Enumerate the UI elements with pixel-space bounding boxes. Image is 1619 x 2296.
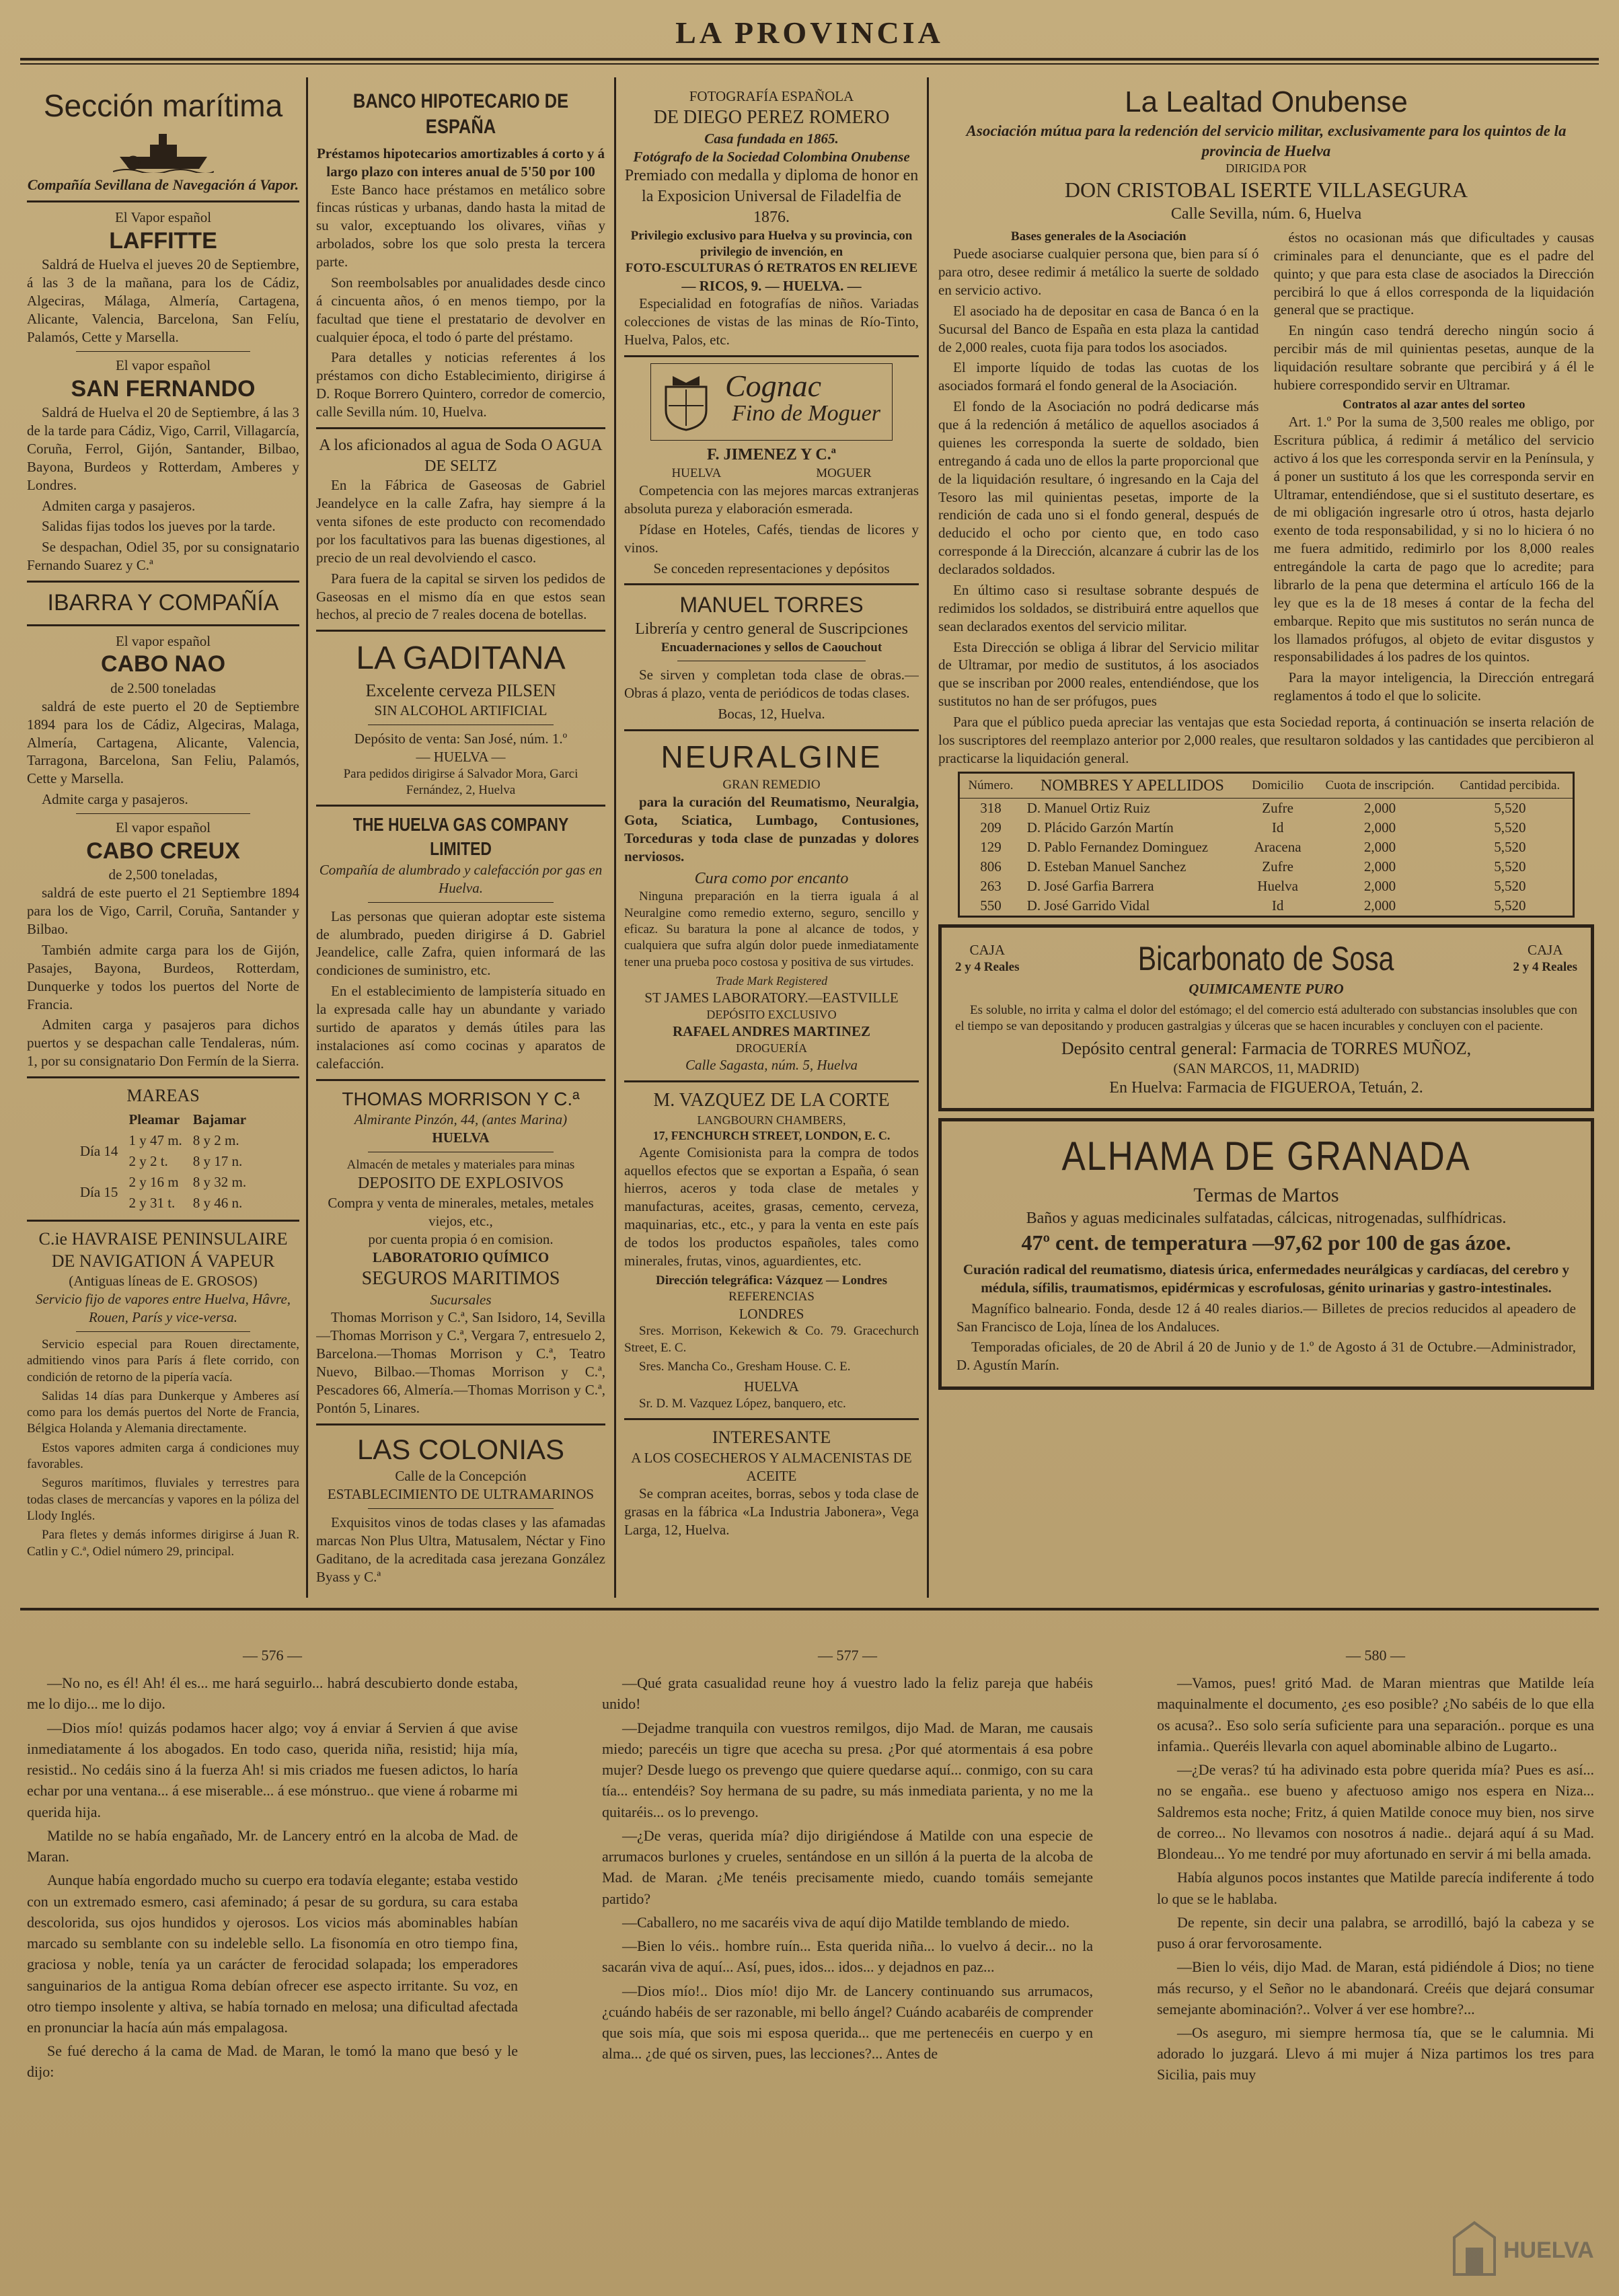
table-header: Domicilio [1243,772,1312,799]
ad-title: THE HUELVA GAS COMPANY LIMITED [352,814,569,860]
ship-name: SAN FERNANDO [71,375,256,402]
ship-text: Salidas fijas todos los jueves por la tarde. [42,518,276,535]
ad-text: Depósito central general: Farmacia de TORRES MUÑOZ, [1061,1039,1472,1059]
ad-text: Compra y venta de minerales, metales, metales viejos, etc., [328,1195,594,1230]
ad-title: INTERESANTE [712,1428,831,1448]
ship-tonnage: de 2,500 toneladas, [108,866,218,883]
table-cell: Zufre [1262,858,1293,875]
table-cell: 318 [980,800,1002,817]
ship-label: El vapor español [115,357,211,373]
ad-title: F. JIMENEZ Y C.ª [707,446,836,464]
ship-text: saldrá de este puerto el 20 de Septiembre 1894 para los de Cádiz, Algeciras, Malaga, Almería, Cartagena, Alicante, Valencia, Tarragona, Barcelona, San Feliu, Palamós, Cette y Marsella. [27,698,299,787]
ad-title: BANCO HIPOTECARIO DE ESPAÑA [352,90,569,139]
ad-text: Thomas Morrison y C.ª, San Isidoro, 14, Sevilla—Thomas Morrison y C.ª, Vergara 7, entresuelo 2, Barcelona.—Thomas Morrison y C.ª, Teatro Nuevo, Bilbao.—Thomas Morrison y C.ª, Pescadores 66, Almería.—Thomas Morrison y C.ª, Pontón 5, Linares. [316,1309,605,1416]
tides-cell: 2 y 16 m [128,1174,179,1190]
novel-page-577 [602,1645,1093,2264]
ad-subtitle: Cura como por encanto [694,869,849,887]
table-cell: 5,520 [1494,819,1526,836]
column-ads-3 [624,79,919,1586]
table-cell: 129 [980,839,1002,856]
ad-subtitle: Bases generales de la Asociación [1010,229,1187,244]
column-lealtad [938,79,1594,1600]
table-row [959,799,1574,818]
ad-text: Privilegio exclusivo para Huelva y su provincia, con privilegio de invención, en [630,228,913,259]
feuilleton-rule [20,1608,1599,1610]
ad-text: Servicio especial para Rouen directamente, admitiendo vinos para París á flete corrido, con condición de retorno de la pipería vacía. [27,1337,299,1384]
ad-subtitle: Asociación mútua para la redención del servicio militar, exclusivamente para los quintos de la provincia de Huelva [966,122,1567,159]
ad-subtitle: LANGBOURN CHAMBERS, [697,1113,846,1127]
column-separator [306,77,308,1598]
ad-text: Las personas que quieran adoptar este sistema de alumbrado, pueden dirigirse á D. Gabriel Jeandelice, calle Zafra, quien informará de las condiciones de suministro, etc. [316,908,605,979]
price-label: 2 y 4 Reales [1513,959,1577,974]
ship-tonnage: de 2.500 toneladas [110,679,216,696]
ad-subtitle: Almirante Pinzón, 44, (antes Marina) [354,1111,568,1128]
ship-label: El Vapor español [114,209,212,226]
ad-text: Sres. Mancha Co., Gresham House. C. E. [639,1359,851,1374]
ad-text: En la Fábrica de Gaseosas de Gabriel Jeandelyce en la calle Zafra, hay siempre á la venta sifones de este producto con recomendado por los facultativos para las buenas digestiones, al precio de un real devolviendo el casco. [316,477,605,566]
tides-header: Bajamar [192,1111,247,1128]
table-header: NOMBRES Y APELLIDOS [1022,772,1244,799]
ad-text: Trade Mark Registered [715,974,828,988]
column-separator [614,77,616,1598]
ad-text: Estos vapores admiten carga á condiciones muy favorables. [27,1440,299,1472]
novel-paragraph: —Dios mío!.. Dios mío! dijo Mr. de Lancery continuando sus arrumacos, ¿cuándo habéis de ser razonable, mi bello ángel? Cuándo acabaréis de comprender que sois mía, que sois mi esposa querida... que me pertenecéis en cuerpo y en alma... ¿de qué os sirven, pues, las lecciones?... Antes de [602,1982,1093,2063]
novel-paragraph: —¿De veras? tú ha adivinado esta pobre querida mía? Pues es así... no se engaña.. ese bueno y afectuoso amigo nos espera en Niza... Saldremos esta noche; Fritz, á quien Matilde conoce muy bien, nos sirve de correo... No llevamos con nosotros á nadie.. dejará aquí á su Mad. Blondeau... Yo me tendré por muy afortunado en servir á mi bella amada. [1157,1761,1594,1863]
table-cell: 263 [980,877,1002,894]
ad-title: NEURALGINE [661,739,882,775]
tides-cell: 8 y 46 n. [192,1194,243,1211]
ad-subtitle: Contratos al azar antes del sorteo [1343,397,1526,412]
ship-text: Admite carga y pasajeros. [42,791,188,808]
ad-subtitle: Librería y centro general de Suscripciones [635,620,908,638]
novel-page-580 [1157,1645,1594,2264]
ship-label: El vapor español [115,819,211,836]
company-title: C.ie HAVRAISE PENINSULAIRE [38,1228,288,1249]
tides-cell: 1 y 47 m. [128,1132,182,1149]
ad-text: Este Banco hace préstamos en metálico sobre fincas rústicas y urbanas, dando hasta la mitad de su valor, exceptuando los olivares, viñas y arbolados, sobre los que solo presta la tercera parte. [316,181,605,270]
table-header: Número. [959,772,1022,799]
watermark-text: HUELVA [1503,2237,1594,2263]
ad-subtitle: HUELVA [432,1130,490,1146]
ad-text: Son reembolsables por anualidades desde cinco á cincuenta años, ó en menos tiempo, por la facultad que tiene el prestatario de devolver en cualquier época, el todo ó parte del préstamo. [316,274,605,345]
ad-text: para la curación del Reumatismo, Neuralgia, Gota, Sciatica, Lumbago, Contusiones, Torceduras y toda clase de punzadas y dolores nerviosos. [624,794,919,864]
ship-text: Admiten carga y pasajeros para dichos puertos y se despachan calle Tendaleras, núm. 1, por su consignatario Don Fermín de la Sierra. [27,1016,299,1070]
table-row [959,838,1574,857]
ad-text: Para pedidos dirigirse á Salvador Mora, Garci Fernández, 2, Huelva [343,766,578,797]
column-maritime [27,79,299,1586]
bicarb-caja-right [1513,941,1577,975]
ad-text: Calle Sagasta, núm. 5, Huelva [685,1056,858,1073]
ad-subtitle: QUIMICAMENTE PURO [1189,980,1344,997]
ad-text: Premiado con medalla y diploma de honor en la Exposicion Universal de Filadelfia de 1876. [624,167,919,226]
novel-page-576 [27,1645,518,2264]
ad-text: Sres. Morrison, Kekewich & Co. 79. Gracechurch Street, E. C. [624,1324,919,1355]
soldiers-table-body [959,799,1574,916]
ad-text: ST JAMES LABORATORY.—EASTVILLE [644,990,899,1006]
table-header: Cuota de inscripción. [1312,772,1447,799]
ad-title: DE DIEGO PEREZ ROMERO [653,106,890,128]
header-rule-thin [20,63,1599,65]
ad-text: Especialidad en fotografías de niños. Variadas colecciones de vistas de las minas de Río-Tinto, Huelva, Palos, etc. [624,295,919,348]
novel-paragraph: Se fué derecho á la cama de Mad. de Maran, le tomó la mano que besó y le dijo: [27,2042,518,2081]
ad-subtitle: Encuadernaciones y sellos de Caouchout [661,640,882,655]
table-cell: 5,520 [1494,877,1526,894]
ship-text: saldrá de este puerto el 21 Septiembre 1894 para los de Vigo, Carril, Coruña, Santander y Bilbao. [27,885,299,938]
ad-text: Se conceden representaciones y depósitos [653,560,890,577]
ad-text: (SAN MARCOS, 11, MADRID) [1173,1060,1359,1077]
ad-text: Sr. D. M. Vazquez López, banquero, etc. [639,1397,846,1411]
ad-title: DON CRISTOBAL ISERTE VILLASEGURA [1064,178,1468,202]
table-cell: D. Esteban Manuel Sanchez [1026,858,1187,875]
table-row [959,857,1574,877]
table-cell: 5,520 [1494,897,1526,914]
ship-text: Se despachan, Odiel 35, por su consignatario Fernando Suarez y C.ª [27,539,299,574]
ad-text: — RICOS, 9. — HUELVA. — [681,277,862,294]
ad-subtitle: GRAN REMEDIO [722,777,821,792]
ad-text: RAFAEL ANDRES MARTINEZ [672,1023,871,1039]
ad-title: La Lealtad Onubense [1125,85,1408,118]
bicarbonato-ad [938,924,1594,1111]
tides-cell: 8 y 32 m. [192,1174,247,1190]
company-title: DE NAVIGATION Á VAPEUR [51,1251,275,1271]
company-subtitle: Servicio fijo de vapores entre Huelva, Hâvre, Rouen, París y vice-versa. [35,1291,291,1326]
ad-text: DEPOSITO DE EXPLOSIVOS [357,1175,564,1193]
tides-header: Pleamar [128,1111,180,1128]
ad-subtitle: Calle de la Concepción [395,1468,527,1485]
cognac-places [624,466,919,482]
ad-text: En el establecimiento de lampistería situado en la expresada calle hay un abundante y variado surtido de aparatos y demás útiles para las instalaciones así como cocinas y aparatos de calefacción. [316,983,605,1072]
steamship-icon [113,130,214,173]
price-label: 2 y 4 Reales [955,959,1020,974]
ship-text: Admiten carga y pasajeros. [42,497,196,514]
ad-text: Curación radical del reumatismo, diatesis úrica, enfermedades neurálgicas y cardíacas, del cerebro y médula, sífilis, traumatismos, epidérmicas y escrofulosas, génito urinarias y gastro-intestinales. [963,1261,1570,1296]
company-name: Compañía Sevillana de Navegación á Vapor. [27,176,299,193]
caja-label: CAJA [969,942,1006,959]
page-number: — 577 — [818,1647,877,1664]
table-cell: 5,520 [1494,858,1526,875]
novel-paragraph: —No no, es él! Ah! él es... me hará seguirlo... habrá descubierto donde estaba, me lo dijo... me lo dijo. [27,1674,518,1713]
ad-subtitle: SIN ALCOHOL ARTIFICIAL [374,702,548,719]
table-cell: 2,000 [1363,877,1396,894]
lealtad-col-left [938,229,1259,713]
novel-paragraph: De repente, sin decir una palabra, se arrodilló, bajó la cabeza y se puso á orar fervorosamente. [1157,1913,1594,1952]
ad-text: Fotógrafo de la Sociedad Colombina Onubense [633,148,910,165]
novel-paragraph: —Bien lo véis.. hombre ruín... Esta querida niña... lo vuelvo á decir... no la sacarán viva de aquí... Así, pues, idos... idos... y dejadnos en paz... [602,1937,1093,1976]
ad-text: El asociado ha de depositar en casa de Banca ó en la Sucursal del Banco de España en esta plaza la cantidad de 2,000 reales, cuota fija para todos los asociados. [938,302,1259,355]
tides-cell: 2 y 2 t. [128,1153,168,1170]
tides-day: Día 14 [79,1142,118,1159]
ad-text: LABORATORIO QUÍMICO [372,1249,550,1265]
ad-text: FOTO-ESCULTURAS Ó RETRATOS EN RELIEVE [625,261,918,276]
ad-title: ALHAMA DE GRANADA [1061,1134,1471,1179]
ad-text: SEGUROS MARITIMOS [361,1267,560,1289]
ad-title: LAS COLONIAS [356,1433,565,1465]
tides-day: Día 15 [79,1184,118,1201]
ship-name: CABO NAO [100,651,226,677]
table-cell: D. Manuel Ortiz Ruiz [1026,800,1150,817]
newspaper-title: LA PROVINCIA [675,15,944,50]
ad-subtitle: Calle Sevilla, núm. 6, Huelva [1170,205,1362,223]
ad-text: Esta Dirección se obliga á librar del Servicio militar de Ultramar, por medio de sustitutos, á los asociados que se inscriban por 2000 reales, entendiéndose, que los sustitutos no han de ser prófugos, pues [938,638,1259,710]
coat-of-arms-icon [659,373,713,431]
table-cell: Id [1271,897,1284,914]
ad-text: DEPÓSITO EXCLUSIVO [706,1007,837,1021]
ad-text: El importe líquido de todas las cuotas de los asociados formará el fondo general de la Asociación. [938,359,1259,394]
ad-subtitle: A LOS COSECHEROS Y ALMACENISTAS DE ACEITE [631,1449,912,1484]
ad-text: Casa fundada en 1865. [704,130,839,147]
table-cell: D. José Garrido Vidal [1026,897,1150,914]
alhama-ad [938,1118,1594,1390]
novel-paragraph: —Dejadme tranquila con vuestros remilgos, dijo Mad. de Maran, me causais miedo; parecéis un tigre que acecha su presa. ¿Por qué atormentais á esa pobre mujer? Desde luego os prevengo que quiere quedarse aquí... conmigo, con su cara tía... entendéis? Soy hermana de su padre, su más inmediata parienta, y no me la quitaréis... os lo prevengo. [602,1719,1093,1820]
novel-paragraph: Aunque había engordado mucho su cuerpo era todavía elegante; estaba vestido con un extremado esmero, casi afeminado; á pesar de su gordura, su cara estaba descolorida, sus ojos hundidos y ojerosos. Los vicios más abominables habían marcado su semblante con su indeleble sello. La fisonomía en otro tiempo fina, graciosa y noble, tenía ya un carácter de ferocidad solapada; los emperadores sanguinarios de la antigua Roma debían ofrecer ese aspecto irritante. Su voz, en otro tiempo insolente y altiva, se había tornado en melosa; una dificultad afectada en pronunciar la hacía aún más empalagosa. [27,1872,518,2036]
ad-text: Salidas 14 días para Dunkerque y Amberes así como para los demás puertos del Norte de Francia, Bélgica Holanda y Alemania directamente. [27,1388,299,1436]
ad-text: éstos no ocasionan más que dificultades y causas criminales para el denunciante, que es el padre del quinto; y que para esta clase de asociados la Dirección percibirá lo que á ellos corresponda de la liquidación general que se practique. [1273,229,1594,318]
table-cell: 5,520 [1494,839,1526,856]
ad-text: Dirección telegráfica: Vázquez — Londres [655,1273,888,1288]
company-title: IBARRA Y COMPAÑÍA [47,590,279,616]
ad-text: Magnífico balneario. Fonda, desde 12 á 40 reales diarios.— Billetes de precios reducidos al apeadero de San Francisco de Loja, línea de los Andaluces. [956,1300,1576,1335]
novel-paragraph: —Bien lo véis, dijo Mad. de Maran, está pidiéndole á Dios; no tiene más recurso, y el Señor no le abandonará. Creéis que dejará consumar semejante abominación?.. Volver á ver ese hombre?... [1157,1958,1594,2017]
ship-label: El vapor español [115,632,211,649]
ad-subtitle: Préstamos hipotecarios amortizables á corto y á largo plazo con interes anual de 5'50 por 100 [316,145,605,180]
novel-paragraph: —Caballero, no me sacaréis viva de aquí dijo Matilde temblando de miedo. [622,1913,1070,1931]
ad-text: Art. 1.º Por la suma de 3,500 reales me obligo, por Escritura pública, á redimir á metálico del servicio activo á los que les corresponda servir en la Península, y á poner un sustituto á los que les corresponda servir en Ultramar, entendiéndose, que si el sustituto desertare, es de mi obligación ingresarle otro ú otros, hasta dejarlo exento de toda responsabilidad, y si no lo hiciera ó no me fuera admitido, redimirlo por los 8,000 reales entregándole la carta de pago que lo acredite; para librarlo de la pena que determina el artículo 166 de la ley que es la de 18 meses á contar de la fecha del embarque. Repito que mis sustitutos no serán nunca de los llamados prófugos, al objeto de evitar disgustos y responsabilidades á los padres de los quintos. [1273,414,1594,665]
table-cell: D. Pablo Fernandez Dominguez [1026,839,1209,856]
table-cell: 2,000 [1363,819,1396,836]
ad-text: En último caso si resultase sobrante después de redimidos los soldados, se distribuirá entre aquellos que sean declarados exentos del servicio militar. [938,581,1259,634]
novel-paragraph: Había algunos pocos instantes que Matilde parecía indiferente á todo lo que se le hablaba. [1157,1869,1594,1907]
soldiers-table [958,772,1575,918]
ad-title: M. VAZQUEZ DE LA CORTE [653,1089,890,1111]
ad-text: Para la mayor inteligencia, la Dirección entregará reglamentos á todo el que lo solicite. [1273,669,1594,704]
ad-text: Para fuera de la capital se sirven los pedidos de Gaseosas en el mismo día en que estos sean hechos, al precio de 7 reales docena de botellas. [316,570,605,623]
ad-text: DIRIGIDA POR [1226,161,1307,176]
ad-text: — HUELVA — [416,748,506,765]
ad-text: Almacén de metales y materiales para minas [346,1158,575,1173]
ad-text: Competencia con las mejores marcas extranjeras absoluta pureza y elaboración esmerada. [624,482,919,517]
ad-text: Pídase en Hoteles, Cafés, tiendas de licores y vinos. [624,521,919,556]
cognac-word: Cognac [725,369,822,404]
table-cell: 806 [980,858,1002,875]
table-cell: Huelva [1257,877,1298,894]
table-cell: Id [1271,819,1284,836]
ad-text: Sucursales [430,1291,492,1308]
ad-text: Depósito de venta: San José, núm. 1.º [354,730,568,747]
ship-text: Saldrá de Huelva el 20 de Septiembre, á las 3 de la tarde para Cádiz, Vigo, Carril, Villagarcía, Coruña, Ferrol, Gijón, Santander, Bilbao, Bayona, Burdeos y Rotterdam, Amberes y Londres. [27,404,299,493]
page-number: — 580 — [1346,1647,1405,1664]
cognac-logo [650,363,893,441]
cognac-word: Fino de Moguer [732,401,880,427]
table-header: Cantidad percibida. [1447,772,1573,799]
table-row [959,896,1574,916]
library-watermark [1451,2215,1594,2282]
ad-text: 47º cent. de temperatura —97,62 por 100 de gas ázoe. [1021,1230,1511,1255]
novel-paragraph: —Os aseguro, mi siempre hermosa tía, que se le calumnia. Mi adorado lo juzgará. Llevo á mi mujer á Niza partimos los tres para Sicilia, pais muy [1157,2024,1594,2083]
column-ads-2 [316,79,605,1586]
tides-cell: 8 y 17 n. [192,1153,243,1170]
novel-paragraph: —Qué grata casualidad reune hoy á vuestro lado la feliz pareja que habéis unido! [602,1674,1093,1713]
bicarb-caja-left [955,941,1020,975]
ad-text: LONDRES [739,1306,804,1323]
table-cell: Zufre [1262,800,1293,817]
caja-label: CAJA [1527,942,1563,959]
ad-subtitle: Compañía de alumbrado y calefacción por gas en Huelva. [319,861,603,896]
ad-text: Exquisitos vinos de todas clases y las afamadas marcas Non Plus Ultra, Matusalem, Néctar y Fino Gaditano, de la acreditada casa jerezana González Byass y C.ª [316,1514,605,1585]
ad-subtitle: Excelente cerveza PILSEN [365,680,556,700]
ad-title: A los aficionados al agua de Soda O AGUA DE SELTZ [319,436,603,475]
table-cell: 5,520 [1494,800,1526,817]
ad-text: Es soluble, no irrita y calma el dolor del estómago; el del comercio está adulterado con substancias insolubles que con el tiempo se van depositando y producen gastralgias y úlceras que se hacen incurables y concluyen con el paciente. [955,1002,1577,1033]
place-label: MOGUER [816,466,872,480]
tides-cell: 8 y 2 m. [192,1132,239,1149]
ad-title: LA GADITANA [356,640,566,677]
ship-name: CABO CREUX [86,838,240,864]
section-title: Sección marítima [43,88,283,123]
place-label: HUELVA [671,466,722,480]
table-cell: D. José Garfia Barrera [1026,877,1154,894]
table-cell: 2,000 [1363,800,1396,817]
ad-subtitle: 17, FENCHURCH STREET, LONDON, E. C. [652,1128,891,1142]
ad-text: En ningún caso tendrá derecho ningún socio á percibir más de mil quinientas pesetas, aunque de la liquidación resultare sobrante que percibirá y á él le hubiere correspondido servir en Ultramar. [1273,322,1594,393]
novel-text [602,1672,1093,2064]
ad-text: Puede asociarse cualquier persona que, bien para sí ó para otro, desee redimir á metálico la suerte de soldado en servicio activo. [938,246,1259,298]
ship-text: Saldrá de Huelva el jueves 20 de Septiembre, á las 3 de la mañana, para los de Cádiz, Algeciras, Málaga, Almería, Cartagena, Alicante, Valencia, Barcelona, San Felíu, Palamós, Cette y Marsella. [27,256,299,345]
ad-text: El fondo de la Asociación no podrá dedicarse más que á la redención á metálico de aquellos asociados á quienes les corresponda la suerte de soldado, bien entregando á cada uno de ellos la parte proporcional que de la liquidación resultare, ó ingresando en la Caja del Tesoro las mil quinientas pesetas, importe de la rendición de cada uno si el fondo general, después de deducido el ocho por ciento que, en todo caso corresponde á la Dirección, alcanzare á cubrir las de los declarados soldados. [938,398,1259,578]
table-cell: 209 [980,819,1002,836]
ad-text: por cuenta propia ó en comision. [368,1230,554,1247]
ad-text: REFERENCIAS [728,1290,815,1304]
ad-text: DROGUERÍA [736,1041,807,1055]
lealtad-col-right [1274,229,1595,713]
ad-text: Se sirven y completan toda clase de obras.—Obras á plazo, venta de periódicos de todas clases. [624,667,919,702]
ad-text: En Huelva: Farmacia de FIGUEROA, Tetuán, 2. [1109,1079,1423,1097]
ship-name: LAFFITTE [109,227,217,254]
page-number: — 576 — [243,1647,302,1664]
ad-text: Se compran aceites, borras, sebos y toda clase de grasas en la fábrica «La Industria Jabonera», Vega Larga, 12, Huelva. [624,1485,919,1539]
ad-title: MANUEL TORRES [679,593,864,618]
company-subtitle: (Antiguas líneas de E. GROSOS) [69,1273,258,1290]
novel-paragraph: —¿De veras, querida mía? dijo dirigiéndose á Matilde con una especie de arrumacos burlones y crueles, sentándose en un sillón á la puerta de la alcoba de Mad. de Maran. ¿Me tenéis precisamente miedo, cuando tomáis semejante partido? [602,1826,1093,1907]
ad-title: Bicarbonato de Sosa [1138,939,1394,977]
novel-paragraph: Matilde no se había engañado, Mr. de Lancery entró en la alcoba de Mad. de Maran. [27,1826,518,1865]
ad-text: HUELVA [744,1378,799,1395]
table-cell: Aracena [1254,839,1302,856]
ad-text: Para fletes y demás informes dirigirse á Juan R. Catlin y C.ª, Odiel número 29, principal. [27,1528,299,1559]
table-cell: D. Plácido Garzón Martín [1026,819,1174,836]
novel-paragraph: —Vamos, pues! gritó Mad. de Maran mientras que Matilde leía maquinalmente el documento, ¿es eso posible? ¿No sabéis de lo que ella os acusa?.. Eso solo sería suficiente para una separación.. porque es una infamia.. Queréis llevarla con aquel abominable albino de Lugarto.. [1157,1674,1594,1754]
ad-text: Temporadas oficiales, de 20 de Abril á 20 de Junio y de 1.º de Agosto á 31 de Octubre.—Administrador, D. Agustín Marín. [956,1339,1576,1374]
column-separator [927,77,929,1598]
table-cell: 2,000 [1363,839,1396,856]
novel-paragraph: —Dios mío! quizás podamos hacer algo; voy á enviar á Servien á que avise inmediatamente á los abogados. En todo caso, querida niña, resistid; hija mía, resistid.. No cedáis sino á la fuerza Ah! si mis criados me fuesen adictos, lo haría echar por una ventana... á ese miserable... á ese mónstruo.. que viene á robarme mi querida hija. [27,1719,518,1820]
ad-text: Baños y aguas medicinales sulfatadas, cálcicas, nitrogenadas, sulfhídricas. [1026,1210,1507,1228]
ad-subtitle: ESTABLECIMIENTO DE ULTRAMARINOS [327,1486,595,1503]
table-cell: 550 [980,897,1002,914]
tides-title: MAREAS [126,1086,200,1106]
table-cell: 2,000 [1363,897,1396,914]
lealtad-body [938,229,1594,713]
ad-text: Agente Comisionista para la compra de todos aquellos efectos que se exportan a España, ó sean hierros, aceros y toda clase de metales y manufacturas, aceites, grasas, cemento, cerveza, maquinarias, etc., etc., y para la venta en este país de todos los productos españoles, tales como minerales, frutas, vinos, aguardientes, etc. [624,1144,919,1269]
table-row [959,877,1574,896]
ad-subtitle: Termas de Martos [1193,1183,1339,1206]
ad-text: Seguros marítimos, fluviales y terrestres para todas clases de mercancías y vapores en la póliza del Llody Inglés. [27,1476,299,1524]
novel-text [1157,1672,1594,2085]
header-rule [20,58,1599,61]
tides-table [75,1109,252,1213]
ad-text: Para detalles y noticias referentes á los préstamos con dicho Establecimiento, dirigirse á D. Roque Borrero Quintero, corredor de comercio, calle Sevilla núm. 10, Huelva. [316,349,605,420]
tides-cell: 2 y 31 t. [128,1194,176,1211]
ad-text: Para que el público pueda apreciar las ventajas que esta Sociedad reporta, á continuación se inserta relación de los suscriptores del reemplazo anterior por 2,000 reales, que resultaron soldados y las cantidades que percibieron al practicarse la liquidación general. [938,714,1594,766]
ad-title: THOMAS MORRISON Y C.ª [342,1088,580,1109]
ship-text: También admite carga para los de Gijón, Pasajes, Bayona, Burdeos, Rotterdam, Dunquerke y todos los puertos del Norte de Francia. [27,941,299,1012]
ad-title: FOTOGRAFÍA ESPAÑOLA [689,88,854,104]
building-icon [1451,2217,1498,2278]
table-cell: 2,000 [1363,858,1396,875]
ad-text: Ninguna preparación en la tierra iguala á al Neuralgine como remedio externo, seguro, sencillo y eficaz. Su baratura la pone al alcance de todos, y cualquiera que sufra algún dolor puede inmediatamente tener una prueba poco costosa y positiva de sus virtudes. [624,889,919,969]
novel-text [27,1672,518,2082]
table-row [959,818,1574,838]
bicarb-header [955,937,1577,980]
ad-text: Bocas, 12, Huelva. [718,706,825,723]
